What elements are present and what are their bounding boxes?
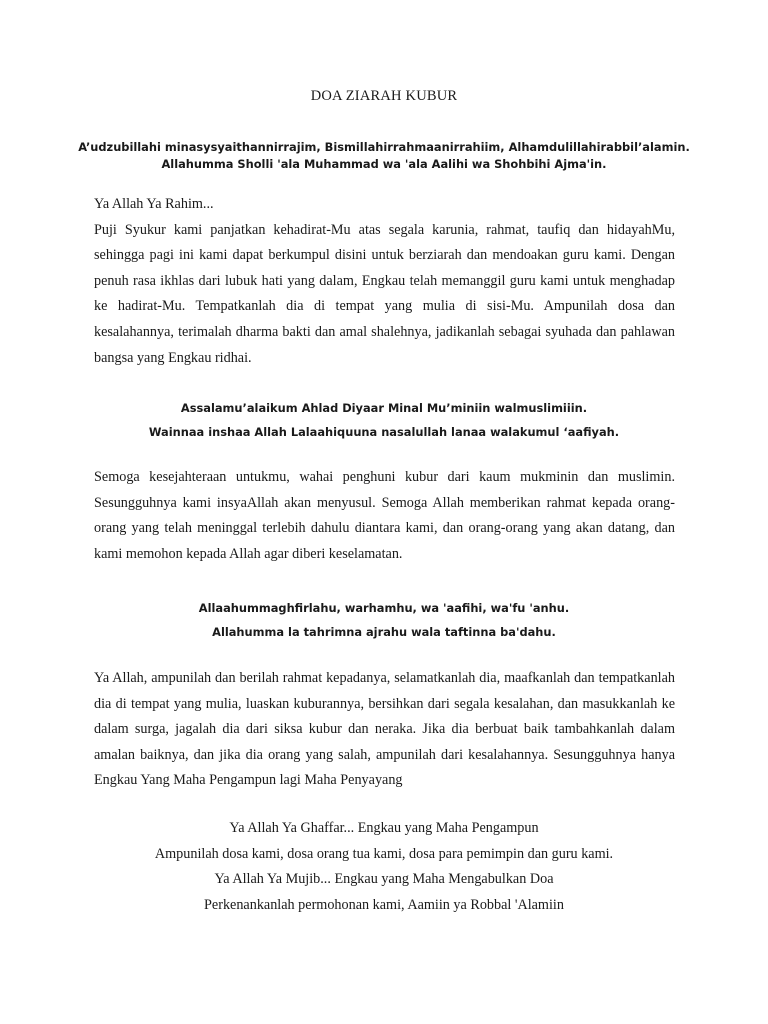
doa-line: Allahumma la tahrimna ajrahu wala taftinna ba'dahu. bbox=[212, 625, 556, 639]
opening-line: A’udzubillahi minasysyaithannirrajim, Bismillahirrahmaanirrahiim, Alhamdulillahirabbil’alamin. bbox=[78, 140, 690, 154]
salam-block bbox=[60, 396, 708, 444]
closing-prayer bbox=[60, 816, 708, 918]
paragraph-text: Semoga kesejahteraan untukmu, wahai penghuni kubur dari kaum mukminin dan muslimin. Sesungguhnya kami insyaAllah akan menyusul. Semoga Allah memberikan rahmat kepada orang-orang yang telah meninggal terlebih dahulu diantara kami, dan orang-orang yang akan datang, dan kami memohon kepada Allah agar diberi keselamatan. bbox=[94, 469, 675, 562]
paragraph-supplication bbox=[94, 666, 675, 794]
paragraph-text: Puji Syukur kami panjatkan kehadirat-Mu atas segala karunia, rahmat, taufiq dan hidayahMu, sehingga pagi ini kami dapat berkumpul disini untuk berziarah dan mendoakan guru kami. Dengan penuh rasa ikhlas dari lubuk hati yang dalam, Engkau telah memanggil guru kami untuk menghadap ke hadirat-Mu. Tempatkanlah dia di tempat yang mulia di sisi-Mu. Ampunilah dosa dan kesalahannya, terimalah dharma bakti dan amal shalehnya, jadikanlah sebagai syuhada dan pahlawan bangsa yang Engkau ridhai. bbox=[94, 221, 675, 366]
closing-line: Ampunilah dosa kami, dosa orang tua kami, dosa para pemimpin dan guru kami. bbox=[154, 845, 614, 862]
opening-invocation bbox=[60, 139, 708, 173]
paragraph-text: Ya Allah, ampunilah dan berilah rahmat kepadanya, selamatkanlah dia, maafkanlah dan tempatkanlah dia di tempat yang mulia, luaskan kuburannya, bersihkan dari segala kesalahan, dan masukkanlah ke dalam surga, jagalah dia dari siksa kubur dan neraka. Jika dia berbuat baik tambahkanlah dalam amalan baiknya, dan jika dia orang yang salah, ampunilah dari kesalahannya. Sesungguhnya hanya Engkau Yang Maha Pengampun lagi Maha Penyayang bbox=[94, 670, 675, 789]
closing-line: Ya Allah Ya Ghaffar... Engkau yang Maha Pengampun bbox=[229, 820, 539, 836]
closing-line: Ya Allah Ya Mujib... Engkau yang Maha Mengabulkan Doa bbox=[214, 871, 554, 887]
doa-block bbox=[60, 596, 708, 644]
closing-line: Perkenankanlah permohonan kami, Aamiin ya Robbal 'Alamiin bbox=[204, 896, 564, 913]
opening-line: Allahumma Sholli 'ala Muhammad wa 'ala Aalihi wa Shohbihi Ajma'in. bbox=[161, 157, 607, 171]
salam-line: Wainnaa inshaa Allah Lalaahiquuna nasalullah lanaa walakumul ‘aafiyah. bbox=[148, 425, 620, 439]
greeting-line: Ya Allah Ya Rahim... bbox=[94, 196, 214, 212]
paragraph-introduction bbox=[94, 192, 675, 371]
salam-line: Assalamu’alaikum Ahlad Diyaar Minal Mu’miniin walmuslimiiin. bbox=[180, 401, 588, 415]
doa-line: Allaahummaghfirlahu, warhamhu, wa 'aafihi, wa'fu 'anhu. bbox=[198, 601, 570, 615]
paragraph-greeting-dead bbox=[94, 465, 675, 567]
document-title: DOA ZIARAH KUBUR bbox=[310, 88, 458, 104]
